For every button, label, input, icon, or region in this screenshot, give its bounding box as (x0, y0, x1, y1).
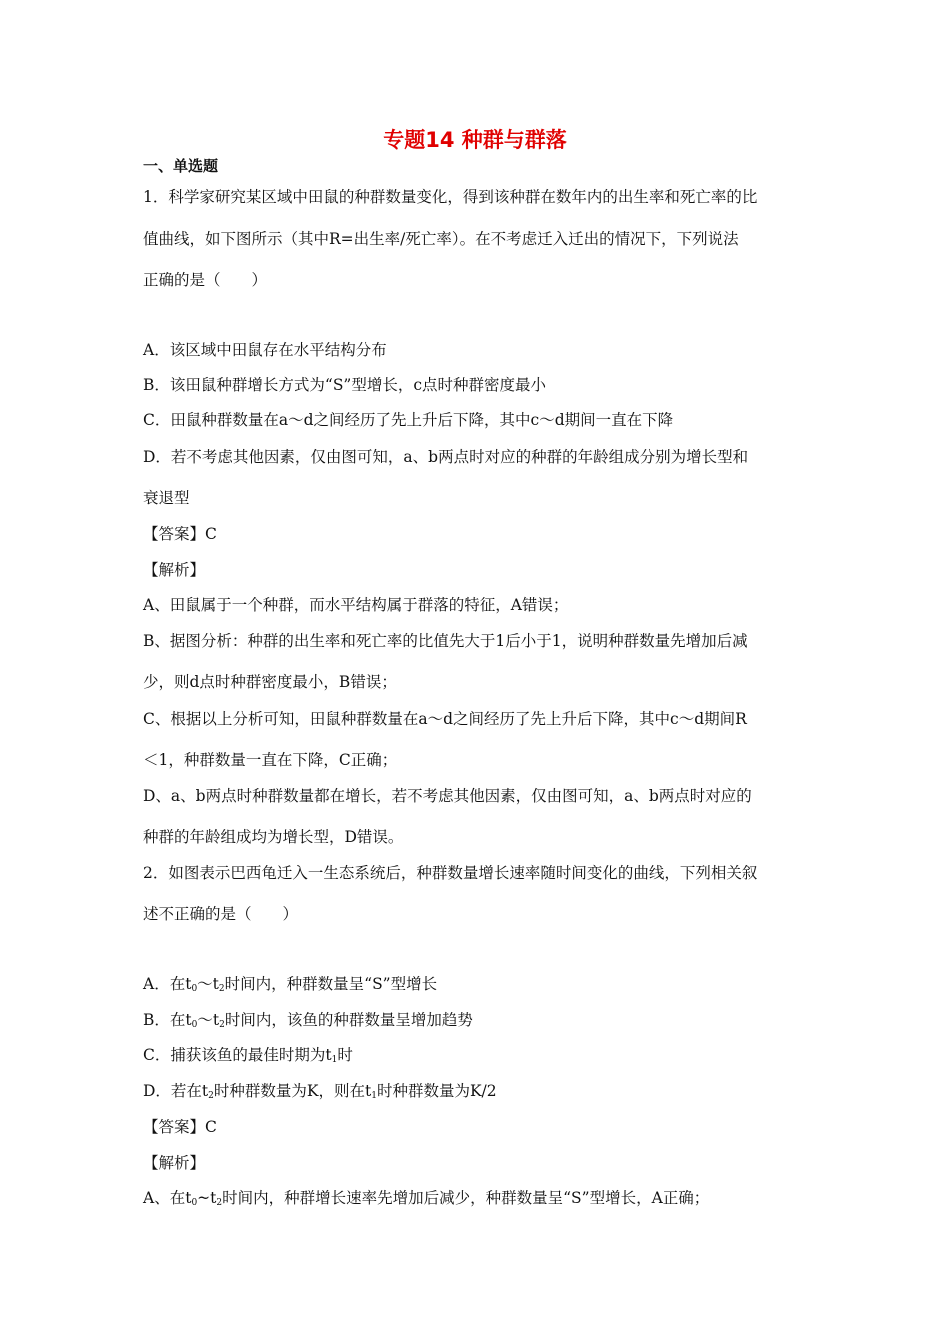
q1-analysis-line: C、根据以上分析可知，田鼠种群数量在a～d之间经历了先上升后下降，其中c～d期间R (143, 710, 747, 728)
q2-option-a: A．在$t_0\sim t_2$时间内，种群数量呈“S”型增长 (143, 975, 438, 994)
q1-answer: 【答案】C (143, 525, 217, 543)
q2-stem-line: 述不正确的是（ ） (143, 905, 299, 923)
q1-analysis-line: D、a、b两点时种群数量都在增长，若不考虑其他因素，仅由图可知，a、b两点时对应的 (143, 787, 752, 805)
q2-option-b: B．在$t_0\sim t_2$时间内，该鱼的种群数量呈增加趋势 (143, 1011, 473, 1030)
q2-analysis-label: 【解析】 (143, 1154, 206, 1172)
page-title: 专题14 种群与群落 (383, 128, 567, 152)
q1-stem-line: 1．科学家研究某区域中田鼠的种群数量变化，得到该种群在数年内的出生率和死亡率的比 (143, 188, 758, 206)
q1-option-d-cont: 衰退型 (143, 489, 190, 507)
q1-analysis-line: 种群的年龄组成均为增长型，D错误。 (143, 828, 404, 846)
q1-option-d: D．若不考虑其他因素，仅由图可知，a、b两点时对应的种群的年龄组成分别为增长型和 (143, 448, 749, 466)
q1-analysis-line: 少，则d点时种群密度最小，B错误； (143, 673, 397, 691)
q2-stem-line: 2．如图表示巴西龟迁入一生态系统后，种群数量增长速率随时间变化的曲线，下列相关叙 (143, 864, 758, 882)
q2-analysis-line: A、在$t_0\sim t_2$时间内，种群增长速率先增加后减少，种群数量呈“S”型增长，A正确； (143, 1189, 710, 1208)
q2-option-c: C．捕获该鱼的最佳时期为$t_1$时 (143, 1046, 353, 1065)
q1-analysis-label: 【解析】 (143, 561, 206, 579)
q1-analysis-line: ＜1，种群数量一直在下降，C正确； (143, 751, 398, 769)
q1-analysis-line: B、据图分析：种群的出生率和死亡率的比值先大于1后小于1，说明种群数量先增加后减 (143, 632, 748, 650)
q1-analysis-line: A、田鼠属于一个种群，而水平结构属于群落的特征，A错误； (143, 596, 569, 614)
q1-stem-line: 正确的是（ ） (143, 271, 268, 289)
q1-option-b: B．该田鼠种群增长方式为“S”型增长，c点时种群密度最小 (143, 376, 547, 394)
q1-stem-line: 值曲线，如下图所示（其中R=出生率/死亡率）。在不考虑迁入迁出的情况下，下列说法 (143, 230, 739, 248)
section-heading: 一、单选题 (143, 157, 219, 175)
q2-answer: 【答案】C (143, 1118, 217, 1136)
q1-option-c: C．田鼠种群数量在a～d之间经历了先上升后下降，其中c～d期间一直在下降 (143, 411, 674, 429)
q2-option-d: D．若在$t_2$时种群数量为K，则在$t_1$时种群数量为K/2 (143, 1082, 497, 1101)
q1-option-a: A．该区域中田鼠存在水平结构分布 (143, 341, 387, 359)
